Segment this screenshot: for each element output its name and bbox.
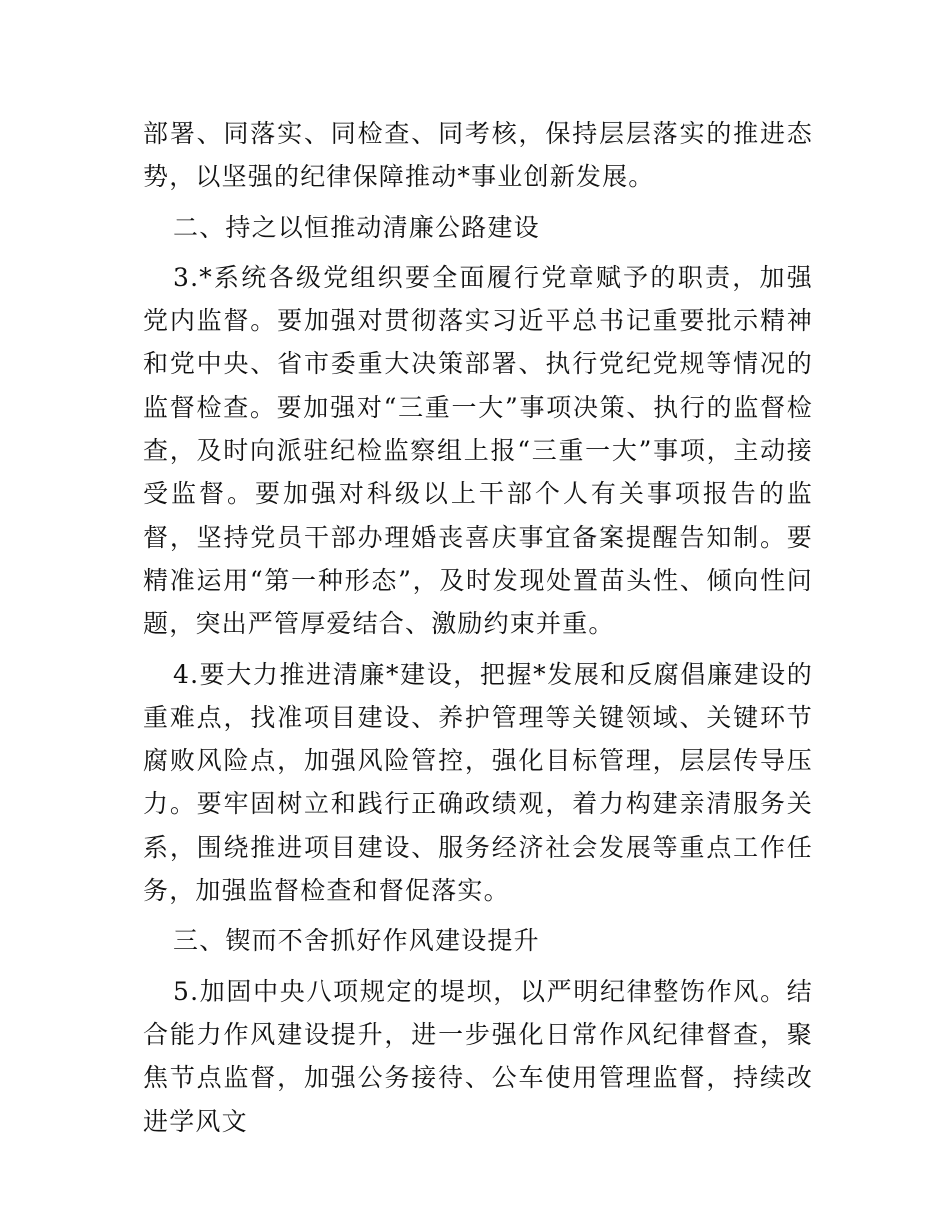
paragraph-item-5: 5.加固中央八项规定的堤坝，以严明纪律整饬作风。结合能力作风建设提升，进一步强化日常作风纪律督查，聚焦节点监督，加强公务接待、公车使用管理监督，持续改进学风文 (143, 976, 813, 1136)
document-body (143, 112, 813, 1150)
paragraph-item-4: 4.要大力推进清廉*建设，把握*发展和反腐倡廉建设的重难点，找准项目建设、养护管理等关键领域、关键环节腐败风险点，加强风险管控，强化目标管理，层层传导压力。要牢固树立和践行正确政绩观，着力构建亲清服务关系，围绕推进项目建设、服务经济社会发展等重点工作任务，加强监督检查和督促落实。 (143, 659, 813, 906)
paragraph-item-3: 3.*系统各级党组织要全面履行党章赋予的职责，加强党内监督。要加强对贯彻落实习近平总书记重要批示精神和党中央、省市委重大决策部署、执行党纪党规等情况的监督检查。要加强对“三重一大”事项决策、执行的监督检查，及时向派驻纪检监察组上报“三重一大”事项，主动接受监督。要加强对科级以上干部个人有关事项报告的监督，坚持党员干部办理婚丧喜庆事宜备案提醒告知制。要精准运用“第一种形态”，及时发现处置苗头性、倾向性问题，突出严管厚爱结合、激励约束并重。 (143, 262, 813, 639)
section-heading-3: 三、锲而不舍抓好作风建设提升 (173, 926, 540, 956)
section-heading-2: 二、持之以恒推动清廉公路建设 (173, 212, 540, 242)
paragraph-continuation: 部署、同落实、同检查、同考核，保持层层落实的推进态势，以坚强的纪律保障推动*事业创新发展。 (143, 119, 813, 192)
